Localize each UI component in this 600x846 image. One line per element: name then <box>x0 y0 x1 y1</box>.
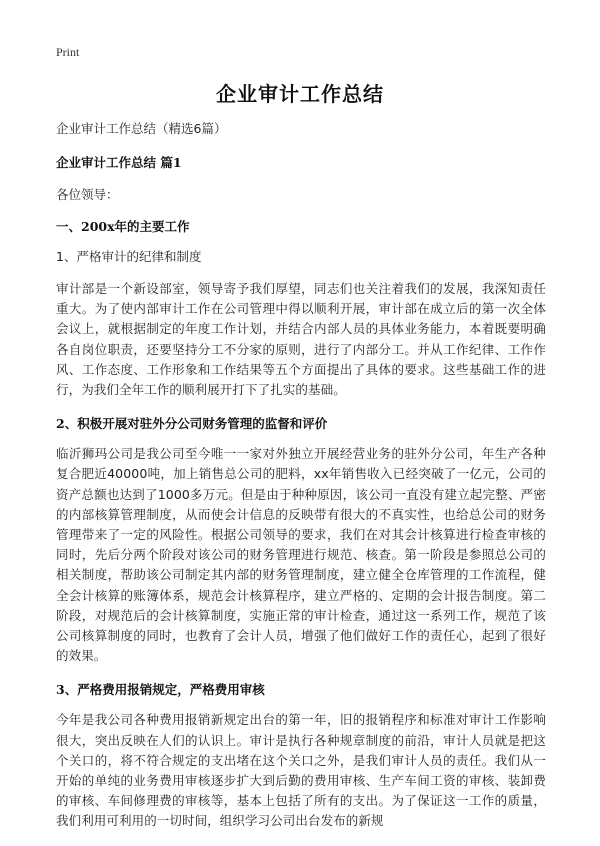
greeting: 各位领导： <box>56 187 119 202</box>
section-heading-1: 一、200x年的主要工作 <box>56 219 190 234</box>
section-paragraph-1: 审计部是一个新设部室，领导寄予我们厚望，同志们也关注着我们的发展，我深知责任重大。为了使内部审计工作在公司管理中得以顺利开展，审计部在成立后的第一次全体会议上，就根据制定的年度工作计划，并结合内部人员的具体业务能力，本着既要明确各自岗位职责，还要坚持分工不分家的原则，进行了内部分工。并从工作纪律、工作作风、工作态度、工作形象和工作结果等五个方面提出了具体的要求。这些基础工作的进行，为我们全年工作的顺利展开打下了扎实的基础。 <box>56 281 546 398</box>
section-heading-2: 2、积极开展对驻外分公司财务管理的监督和评价 <box>56 416 328 432</box>
section-heading-3: 3、严格费用报销规定，严格费用审核 <box>56 682 265 698</box>
document-body <box>56 119 546 846</box>
section-paragraph-2: 临沂狮玛公司是我公司至今唯一一家对外独立开展经营业务的驻外分公司，年生产各种复合肥近40000吨，加上销售总公司的肥料，xx年销售收入已经突破了一亿元，公司的资产总额也达到了1000多万元。但是由于种种原因，该公司一直没有建立起完整、严密的内部核算管理制度，从而使会计信息的反映带有很大的不真实性，也给总公司的财务管理带来了一定的风险性。根据公司领导的要求，我们在对其会计核算进行检查审核的同时，先后分两个阶段对该公司的财务管理进行规范、核查。第一阶段是参照总公司的相关制度，帮助该公司制定其内部的财务管理制度，建立健全仓库管理的工作流程，健全会计核算的账簿体系，规范会计核算程序，建立严格的、定期的会计报告制度。第二阶段，对规范后的会计核算制度，实施正常的审计检查，通过这一系列工作，规范了该公司核算制度的同时，也教育了会计人员，增强了他们做好工作的责任心，起到了很好的效果。 <box>56 446 546 664</box>
section-item-1: 1、严格审计的纪律和制度 <box>56 249 202 264</box>
page-title: 企业审计工作总结 <box>216 82 384 106</box>
print-link[interactable]: Print <box>56 45 80 59</box>
section-paragraph-3: 今年是我公司各种费用报销新规定出台的第一年，旧的报销程序和标准对审计工作影响很大，突出反映在人们的认识上。审计是执行各种规章制度的前沿，审计人员就是把这个关口的，将不符合规定的支出堵在这个关口之外，是我们审计人员的责任。我们从一开始的单纯的业务费用审核逐步扩大到后勤的费用审核、生产车间工资的审核、装卸费的审核、车间修理费的审核等，基本上包括了所有的支出。为了保证这一工作的质量，我们利用可利用的一切时间，组织学习公司出台发布的新规 <box>56 712 546 829</box>
document-subtitle: 企业审计工作总结（精选6篇） <box>56 121 227 136</box>
article-heading: 企业审计工作总结 篇1 <box>56 155 182 170</box>
